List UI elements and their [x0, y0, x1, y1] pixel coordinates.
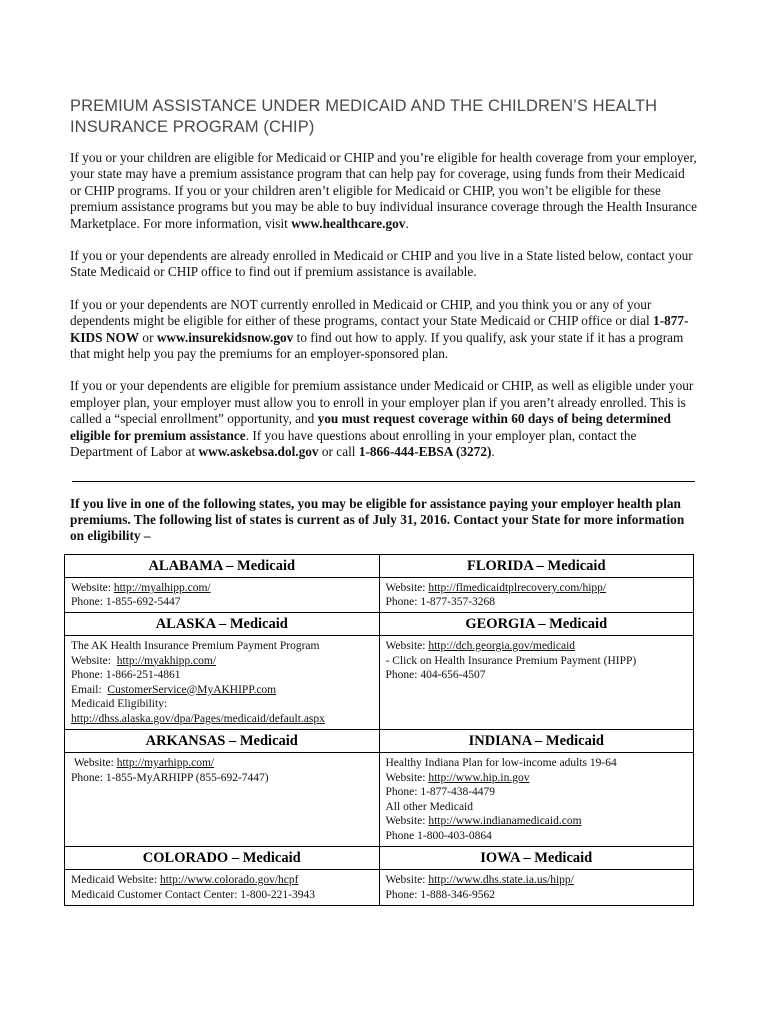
- info-line: Medicaid Eligibility:: [71, 698, 168, 711]
- paragraph-eligibility: [70, 150, 698, 232]
- page-title: PREMIUM ASSISTANCE UNDER MEDICAID AND THE CHILDREN’S HEALTH INSURANCE PROGRAM (CHIP): [70, 97, 658, 136]
- state-link[interactable]: http://myarhipp.com/: [116, 756, 215, 769]
- info-line: Medicaid Website: http://www.colorado.gov/hcpf: [71, 873, 299, 886]
- askebsa-link[interactable]: www.askebsa.dol.gov: [198, 444, 319, 460]
- state-header-indiana: INDIANA – Medicaid: [379, 729, 694, 752]
- state-link[interactable]: http://myalhipp.com/: [113, 581, 211, 594]
- info-line: Medicaid Customer Contact Center: 1-800-221-3943: [71, 888, 316, 901]
- state-link[interactable]: http://www.dhs.state.ia.us/hipp/: [428, 873, 574, 886]
- state-link[interactable]: http://www.indianamedicaid.com: [428, 815, 582, 828]
- state-info-colorado: [65, 869, 380, 905]
- ebsa-phone: 1-866-444-EBSA (3272): [358, 444, 492, 460]
- paragraph-special-enrollment: [70, 378, 698, 460]
- document-page: [70, 96, 698, 906]
- paragraph-text: or: [139, 329, 157, 345]
- state-header-arkansas: ARKANSAS – Medicaid: [65, 729, 380, 752]
- state-header-florida: FLORIDA – Medicaid: [379, 554, 694, 577]
- info-line: Email: CustomerService@MyAKHIPP.com: [71, 683, 277, 696]
- emphasis-text: you must request coverage within 60 days of being determined eligible for premium assistance: [70, 411, 671, 443]
- paragraph-text: .: [405, 215, 409, 231]
- info-line: Website: http://myakhipp.com/: [71, 654, 217, 667]
- state-link[interactable]: http://myakhipp.com/: [116, 654, 217, 667]
- healthcare-gov-link[interactable]: www.healthcare.gov: [291, 215, 406, 231]
- info-line: Website: http://flmedicaidtplrecovery.com/hipp/: [385, 581, 607, 594]
- paragraph-text: If you or your dependents are eligible for premium assistance under Medicaid or CHIP, as well as eligible under your employer plan, your employer must allow you to enroll in your employer plan if you aren’t already enrolled. This is called a “special enrollment” opportunity, and: [70, 378, 694, 427]
- info-line: Phone: 1-877-438-4479: [385, 786, 496, 799]
- paragraph-text: If you or your dependents are NOT currently enrolled in Medicaid or CHIP, and you think you or any of your dependents might be eligible for either of these programs, contact your State Medicaid or CHIP office or dial: [70, 296, 654, 329]
- state-link[interactable]: http://www.hip.in.gov: [428, 771, 530, 784]
- paragraph-text: .: [491, 444, 495, 460]
- state-info-georgia: [379, 635, 694, 729]
- info-line: Website: http://www.dhs.state.ia.us/hipp/: [385, 873, 574, 886]
- paragraph-not-enrolled: [70, 297, 698, 363]
- state-header-colorado: COLORADO – Medicaid: [65, 846, 380, 869]
- info-line: Website: http://myalhipp.com/: [71, 581, 211, 594]
- state-info-iowa: [379, 869, 694, 905]
- email-link[interactable]: CustomerService@MyAKHIPP.com: [107, 683, 277, 696]
- state-link[interactable]: http://dhss.alaska.gov/dpa/Pages/medicaid/default.aspx: [71, 712, 325, 725]
- paragraph-text: or call: [318, 444, 359, 460]
- state-link[interactable]: http://dch.georgia.gov/medicaid: [428, 639, 576, 652]
- info-line: The AK Health Insurance Premium Payment Program: [71, 639, 320, 652]
- state-link[interactable]: http://www.colorado.gov/hcpf: [159, 873, 299, 886]
- state-link[interactable]: http://flmedicaidtplrecovery.com/hipp/: [428, 581, 607, 594]
- paragraph-text: to find out how to apply. If you qualify, ask your state if it has a program that might help you pay the premiums for an employer-sponsored plan.: [70, 329, 684, 362]
- insurekidsnow-link[interactable]: www.insurekidsnow.gov: [156, 329, 294, 345]
- state-info-arkansas: [65, 752, 380, 846]
- info-line: Phone: 404-656-4507: [385, 669, 486, 682]
- info-line: Phone 1-800-403-0864: [385, 829, 492, 842]
- state-info-florida: [379, 577, 694, 612]
- info-line: Phone: 1-888-346-9562: [385, 888, 496, 901]
- info-line: All other Medicaid: [385, 800, 474, 813]
- state-header-iowa: IOWA – Medicaid: [379, 846, 694, 869]
- state-header-georgia: GEORGIA – Medicaid: [379, 612, 694, 635]
- info-line: Website: http://www.hip.in.gov: [385, 771, 530, 784]
- info-line: Phone: 1-855-MyARHIPP (855-692-7447): [71, 771, 269, 784]
- divider: [72, 481, 695, 482]
- state-info-alaska: [65, 635, 380, 729]
- info-line: Website: http://www.indianamedicaid.com: [385, 815, 582, 828]
- states-table: [64, 554, 694, 906]
- paragraph-text: . If you have questions about enrolling in your employer plan, contact the Department of Labor at: [70, 427, 637, 460]
- info-line: [71, 712, 373, 727]
- paragraph-enrolled: If you or your dependents are already enrolled in Medicaid or CHIP and you live in a State listed below, contact your State Medicaid or CHIP office to find out if premium assistance is available.: [70, 248, 693, 280]
- info-line: Phone: 1-866-251-4861: [71, 669, 181, 682]
- info-line: Website: http://myarhipp.com/: [71, 756, 215, 769]
- paragraph-text: If you or your children are eligible for Medicaid or CHIP and you’re eligible for health coverage from your employer, your state may have a premium assistance program that can help pay for coverage, using funds from their Medicaid or CHIP programs. If you or your children aren’t eligible for Medicaid or CHIP, you won’t be eligible for these premium assistance programs but you may be able to buy individual insurance coverage through the Health Insurance Marketplace. For more information, visit: [70, 150, 697, 231]
- state-info-indiana: [379, 752, 694, 846]
- info-line: Phone: 1-855-692-5447: [71, 596, 181, 609]
- states-intro: If you live in one of the following states, you may be eligible for assistance paying your employer health plan premiums. The following list of states is current as of July 31, 2016. Contact your State for more information on eligibility –: [70, 495, 685, 544]
- info-line: Healthy Indiana Plan for low-income adults 19-64: [385, 756, 617, 769]
- info-line: - Click on Health Insurance Premium Payment (HIPP): [385, 654, 637, 667]
- state-info-alabama: [65, 577, 380, 612]
- info-line: Phone: 1-877-357-3268: [385, 596, 496, 609]
- info-line: Website: http://dch.georgia.gov/medicaid: [385, 639, 576, 652]
- state-header-alabama: ALABAMA – Medicaid: [65, 554, 380, 577]
- state-header-alaska: ALASKA – Medicaid: [65, 612, 380, 635]
- kids-now-phone: 1-877-KIDS NOW: [70, 313, 689, 345]
